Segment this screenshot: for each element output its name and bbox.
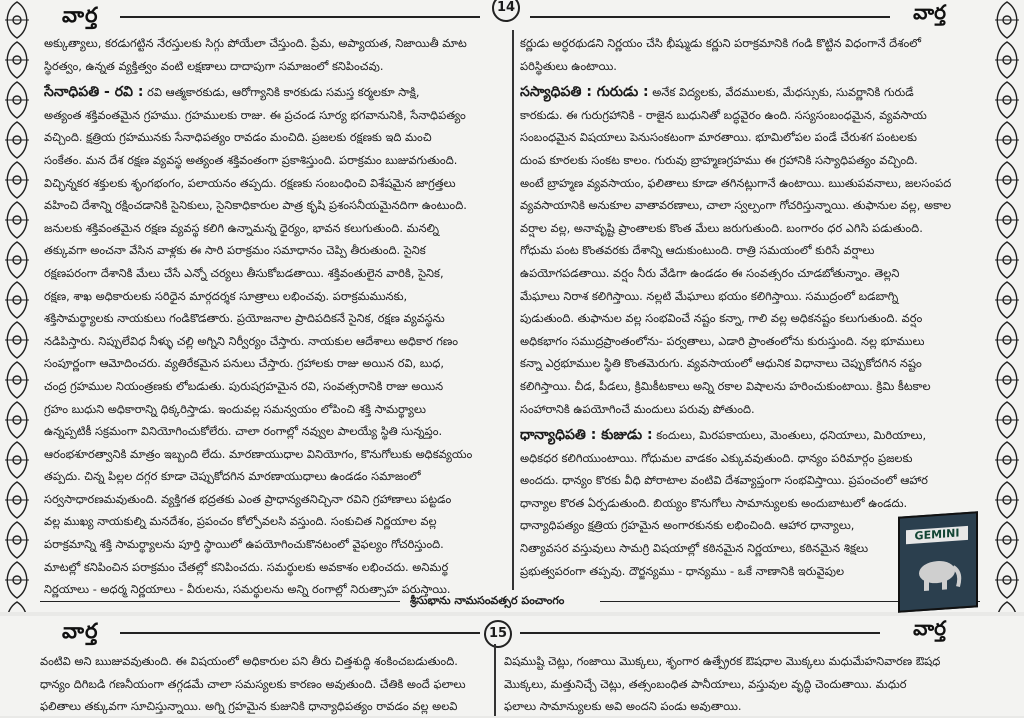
text-line: [40, 695, 488, 718]
line-text: ఫలాలు సామాన్యులకు అవి అందని పండు అవుతాయి.: [504, 699, 742, 714]
line-text: ధాన్యాల కొరత ఏర్పడుతుంది. బియ్యం కొనుగోలు సామాన్యులకు అందుబాటులో ఉండదు.: [520, 495, 908, 510]
text-line: [520, 172, 982, 195]
gemini-advertisement: [898, 511, 978, 613]
text-line: [44, 510, 504, 533]
line-text: వ్యవసాయానికి అనుకూల వాతావరణాలు, చాలా స్వల్పంగా గోచరిస్తున్నాయి. తుఫానుల వల్ల, అకాల: [520, 198, 952, 213]
text-line: [520, 447, 982, 470]
text-line: [520, 469, 982, 492]
line-text: రవి ఆత్మకారకుడు, ఆరోగ్యానికి కారకుడు సమస్త కర్మలకూ సాక్షి,: [147, 85, 420, 100]
text-line: [44, 55, 504, 78]
line-text: వచ్చింది. క్షత్రియ గ్రహమునకు సేనాధిపత్యం రావడం మంచిది. ప్రజలకు రక్షణకు ఇది మంచి: [44, 130, 432, 145]
line-text: ధాన్యం దిగిబడి గణనీయంగా తగ్గడమే చాలా సమస్యలకు కారణం అవుతుంది. చేతికి అందే ఫలాలు: [40, 676, 466, 691]
line-text: తక్కువగా అంచనా వేసిన వాళ్లకు ఈ సారి పరాక్రమం సమాధానం చెప్పి తీరుతుంది. సైనిక: [44, 243, 426, 258]
text-line: [44, 420, 504, 443]
text-line: [520, 307, 982, 330]
line-text: చంద్ర గ్రహముల నియంత్రణకు లోబడుతు. పురుషగ్రహమైన రవి, సంవత్సరానికి రాజు అయిన: [44, 378, 444, 393]
text-line: [504, 650, 984, 673]
line-text: ఉన్నప్పటికీ సక్రమంగా వినియోగించుకోలేరు. చాలా రంగాల్లో నవ్వుల పాలయ్యే స్థితి సున్నప్తం.: [44, 424, 443, 439]
line-text: అందదు. ధాన్యం కొరకు వీధి పోరాటాల వంటివి దేశవ్యాప్తంగా సంభవిస్తాయి. ప్రపంచంలో ఆహార: [520, 473, 928, 488]
line-text: ధాన్యాధిపత్యం క్షత్రియ గ్రహమైన అంగారకునకు లభించింది. ఆహార ధాన్యాలు,: [520, 518, 855, 533]
line-text: అక్కుత్యాలు, కరడుగట్టిన నేరస్తులకు సిగ్గు పోయేలా చేస్తుంది. ప్రేమ, అప్యాయత, నిజాయితీ మాట: [44, 36, 467, 50]
text-line: [40, 650, 488, 673]
line-text: కలిగిస్తాయి. చీడ, పీడలు, క్రిమికీటకాలు అన్ని రకాల విషాలను హరించుకుంటాయి. క్రిమి కీటకాల: [520, 378, 931, 393]
line-text: శక్తిసామర్థ్యాలకు నాయకులు గండికొడతారు. ప్రయోజనాల ప్రాదిపదికనే సైనిక, రక్షణ వ్యవస్థను: [44, 311, 445, 326]
elephant-icon: [910, 550, 964, 594]
text-line: [44, 217, 504, 240]
text-line: [520, 285, 982, 308]
line-text: కన్నా ఎర్రభూముల స్థితి కొంతమెరుగు. వ్యవసాయంలో ఆధునిక విధానాలు చెప్పుకోదగిన నష్టం: [520, 356, 922, 371]
line-text: అధికభాగం సముద్రప్రాంతంలోను- పర్వతాలు, ఎడారి ప్రాంతంలోను కురుస్తుంది. నల్ల భూములు: [520, 333, 925, 348]
line-text: నడిపిస్తారు. నిప్పులేవిధ నీళ్ళు చల్లి అగ్నిని నిర్వీర్యం చేస్తారు. నాయకుల ఆదేశాలు అధికార గణం: [44, 333, 459, 348]
masthead-logo-right-bottom: వార్త: [913, 616, 946, 640]
line-text: కర్ణుడు అర్ధరథుడని నిర్ణయం చేసి భీష్ముడు కర్ణుని పరాక్రమానికి గండి కొట్టిన విధంగానే దేశంలో: [520, 36, 921, 50]
text-line: [520, 194, 982, 217]
text-line: [44, 81, 504, 104]
text-line: [44, 172, 504, 195]
line-text: కందులు, మిరపకాయలు, మెంతులు, ధనియాలు, మిరియాలు,: [656, 428, 927, 443]
page-number-bottom: 15: [484, 620, 512, 648]
text-line: [44, 533, 504, 556]
line-text: మేఘాలు నిరాశ కలిగిస్తాయి. నల్లటి మేఘాలు భయం కలిగిస్తాయి. సముద్రంలో బడబాగ్ని: [520, 288, 899, 303]
bottom-right-column: [504, 650, 984, 718]
ad-brand-label: GEMINI: [906, 526, 968, 544]
line-text: పుడుతుంది. తుఫానుల వల్ల సంభవించే నష్టం కన్నా, గాలి వల్ల అధికనష్టం కలుగుతుంది. వర్షం: [520, 311, 923, 326]
text-line: [44, 556, 504, 579]
text-line: [40, 673, 488, 696]
line-text: విచ్ఛిన్నకర శక్తులకు శృంగభంగం, పలాయనం తప్పదు. రక్షణకు సంబంధించి విశేషమైన జాగ్రత్తలు: [44, 175, 456, 190]
text-line: [504, 673, 984, 696]
line-text: అధికధర కలిగియుంటాయి. గోధుమల వాడకం ఎక్కువవుతుంది. ధాన్యం పరిమార్గం ప్రజలకు: [520, 450, 913, 465]
text-line: [520, 217, 982, 240]
line-text: రక్షణపరంగా దేశానికి మేలు చేసే ఎన్నో చర్యలు తీసుకోబడతాయి. శక్తివంతులైన వారికి, సైనిక,: [44, 265, 444, 280]
line-text: నిర్ణయాలు - అధర్మ నిర్ణయాలు - వీరులను, సమర్థులను అన్ని రంగాల్లో నిరుత్సాహ పరుస్తాయి.: [44, 582, 451, 597]
footer-title: శ్రీసుభాను నామసంవత్సర పంచాంగం: [410, 594, 565, 607]
text-line: [520, 375, 982, 398]
ornamental-border-left: [0, 0, 34, 612]
column-divider: [512, 30, 514, 590]
text-line: [520, 424, 982, 447]
line-text: గోధుమ పంట కొంతవరకు దేశాన్ని ఆదుకుంటుంది. రాత్రి సమయంలో కురిసే వర్షాలు: [520, 243, 875, 258]
section-heading: సేనాధిపతి - రవి :: [44, 84, 144, 101]
text-line: [520, 398, 982, 421]
text-line: [520, 352, 982, 375]
text-line: [520, 104, 982, 127]
line-text: పరాక్రమాన్ని శక్తి సామర్థ్యాలను పూర్తి స్థాయిలో ఉపయోగించుకొనటంలో వైఫల్యం గోచరిస్తుంది.: [44, 537, 444, 552]
header-rule-left: [120, 16, 480, 18]
line-text: సంపూర్ణంగా ఆమోదించరు. వ్యతిరేకమైన పనులు చేస్తారు. గ్రహాలకు రాజు అయిన రవి, బుధ,: [44, 356, 444, 371]
header-rule-right-bottom: [520, 632, 880, 634]
text-line: [44, 239, 504, 262]
text-line: [520, 81, 982, 104]
text-line: [44, 488, 504, 511]
text-line: [44, 285, 504, 308]
line-text: అంటే బ్రాహ్మణ వ్యవసాయం, ఫలితాలు కూడా తగినట్లుగానే ఉంటాయి. ఋతుపవనాలు, జలసంపద: [520, 175, 952, 190]
line-text: గ్రహం బుధుని అధికారాన్ని ధిక్కరిస్తాడు. ఇందువల్ల సమన్వయం లోపించి శక్తి సామర్థ్యాలు: [44, 401, 426, 416]
header-rule-right: [530, 16, 890, 18]
text-line: [520, 330, 982, 353]
text-line: [44, 104, 504, 127]
section-heading: సస్యాధిపతి : గురుడు :: [520, 84, 649, 101]
line-text: జనులకు శక్తివంతమైన రక్షణ వ్యవస్థ కలిగి ఉన్నామన్న ధైర్యం, భావన కలుగుతుంది. మనల్ని: [44, 220, 439, 235]
newspaper-page-15: [0, 616, 1024, 716]
line-text: సంకేతం. మన దేశ రక్షణ వ్యవస్థ అత్యంత శక్తివంతంగా ప్రకాశిస్తుంది. పరాక్రమం బుజువగుతుంది.: [44, 152, 458, 167]
line-text: నిత్యావసర వస్తువులు సామగ్రి విషయాల్లో కఠినమైన నిర్ణయాలు, కఠినమైన శిక్షలు: [520, 541, 869, 556]
text-line: [520, 239, 982, 262]
left-column: [44, 32, 504, 601]
line-text: పరిస్థితులు ఉంటాయి.: [520, 58, 617, 73]
text-line: [520, 492, 982, 515]
masthead-logo-left: వార్త: [62, 2, 99, 27]
line-text: దుంప కూరలకు సంకట కాలం. గురువు బ్రాహ్మణగ్రహము ఈ గ్రహానికి సస్యాధిపత్యం వచ్చింది.: [520, 152, 918, 167]
bottom-left-column: [40, 650, 488, 718]
line-text: తప్పదు. చిన్న పిల్లల దగ్గర కూడా చెప్పుకోదగిన మారణాయుధాలు ఉండడం సమాజంలో: [44, 469, 421, 484]
line-text: ఆరంభశూరత్వానికి మాత్రం ఇబ్బంది లేదు. మారణాయుధాల వినియోగం, కొనుగోలుకు అధికవ్యయం: [44, 446, 473, 461]
text-line: [44, 194, 504, 217]
page-number: 14: [492, 0, 520, 22]
right-column: [520, 32, 982, 582]
text-line: [44, 465, 504, 488]
line-text: వర్షాల వల్ల, అనావృష్టి ప్రాంతాలకు కొంత మేలు జరుగుతుంది. బంగారం ధర ఎగిసి పడుతుంది.: [520, 220, 923, 235]
line-text: సర్వసాధారణమవుతుంది. వ్యక్తిగత భద్రతకు ఎంత ప్రాధాన్యతనిచ్చినా రవిని గ్రహాణాలు పట్టడం: [44, 491, 452, 506]
ornamental-border-right: [990, 0, 1024, 612]
line-text: రక్షణ, శాఖ అధికారులకు సరిధైన మార్గదర్శక సూత్రాలు లభించవు. పరాక్రమమునకు,: [44, 288, 408, 303]
text-line: [44, 262, 504, 285]
text-line: [520, 149, 982, 172]
text-line: [44, 352, 504, 375]
text-line: [520, 126, 982, 149]
line-text: కారకుడు. ఈ గురుగ్రహానికి - రాజైన బుధునితో బద్ధవైరం ఉంది. సస్యసంబంధమైన, వ్యవసాయ: [520, 107, 927, 122]
line-text: స్థిరత్వం, ఉన్నత వ్యక్తిత్వం వంటి లక్షణాలు దాదాపుగా సమాజంలో కనిపించవు.: [44, 58, 384, 73]
header-rule-left-bottom: [120, 632, 480, 634]
text-line: [44, 149, 504, 172]
footer-rule-left: [40, 601, 400, 602]
line-text: వహించి దేశాన్ని రక్షించడానికి సైనికులు, సైనికాధికారుల పాత్ర కృషి ప్రశంసనీయమైనదిగా ఉంటుంది.: [44, 198, 467, 213]
line-text: సంహారానికి ఉపయోగించే మందులు పరువు పోతుంది.: [520, 401, 755, 416]
column-divider-bottom: [494, 644, 496, 716]
line-text: ప్రభుత్వపరంగా తప్పవు. దౌర్జన్యము - ధాన్యము - ఒకే నాణానికి ఇరువైపుల: [520, 563, 845, 578]
line-text: విషముష్టి చెట్లు, గంజాయి మొక్కలు, శృంగార ఉత్ప్రేరక ఔషధాల మొక్కలు మధుమేహనివారణ ఔషధ: [504, 654, 941, 668]
text-line: [520, 55, 982, 78]
line-text: అనేక విద్యలకు, వేదములకు, మేధస్సుకు, సువర్ణానికి గురుడే: [652, 85, 914, 100]
text-line: [44, 330, 504, 353]
text-line: [44, 443, 504, 466]
line-text: ఫలితాలు తక్కువగా సూచిస్తున్నాయి. అగ్ని గ్రహమైన కుజునికి ధాన్యాధిపత్యం రావడం వల్ల అలవి: [40, 699, 458, 714]
line-text: అత్యంత శక్తివంతమైన గ్రహము. గ్రహములకు రాజు. ఈ ప్రచండ సూర్య భగవానునికి, సేనాధిపత్యం: [44, 107, 466, 122]
text-line: [520, 32, 982, 55]
section-heading: ధాన్యాధిపతి : కుజుడు :: [520, 427, 653, 444]
text-line: [44, 126, 504, 149]
text-line: [44, 375, 504, 398]
line-text: వంటివి అని ఋజువవుతుంది. ఈ విషయంలో అధికారుల పని తీరు చిత్తశుద్ధి శంకించబడుతుంది.: [40, 654, 458, 668]
line-text: వల్ల ముఖ్య నాయకుల్ని మనదేశం, ప్రపంచం కోల్పోవలసి వస్తుంది. సంకుచిత నిర్ణయాల వల్ల: [44, 514, 437, 529]
text-line: [504, 695, 984, 718]
masthead-logo-left-bottom: వార్త: [62, 618, 99, 643]
text-line: [44, 307, 504, 330]
text-line: [44, 398, 504, 421]
text-line: [520, 262, 982, 285]
masthead-logo-right: వార్త: [913, 0, 946, 24]
line-text: మొక్కలు, మత్తునిచ్చే చెట్లు, తత్సంబంధిత పానీయాలు, వస్తువుల వృద్ధి చెందుతాయి. మధుర: [504, 676, 907, 691]
line-text: సంబంధమైన విషయాలు పెనుసంకటంగా మారతాయి. భూమిలోపల పండే చేరుశగ పంటలకు: [520, 130, 917, 145]
line-text: ఉపయోగపడతాయి. వర్షం నీరు వేడిగా ఉండడం ఈ సంవత్సరం చూడబోతున్నాం. తెల్లని: [520, 265, 900, 280]
line-text: మాటల్లో కనిపించిన పరాక్రమం చేతల్లో కనిపించదు. సమర్థులకు అవకాశం లభించదు. అనిమర్థ: [44, 559, 449, 574]
text-line: [44, 32, 504, 55]
